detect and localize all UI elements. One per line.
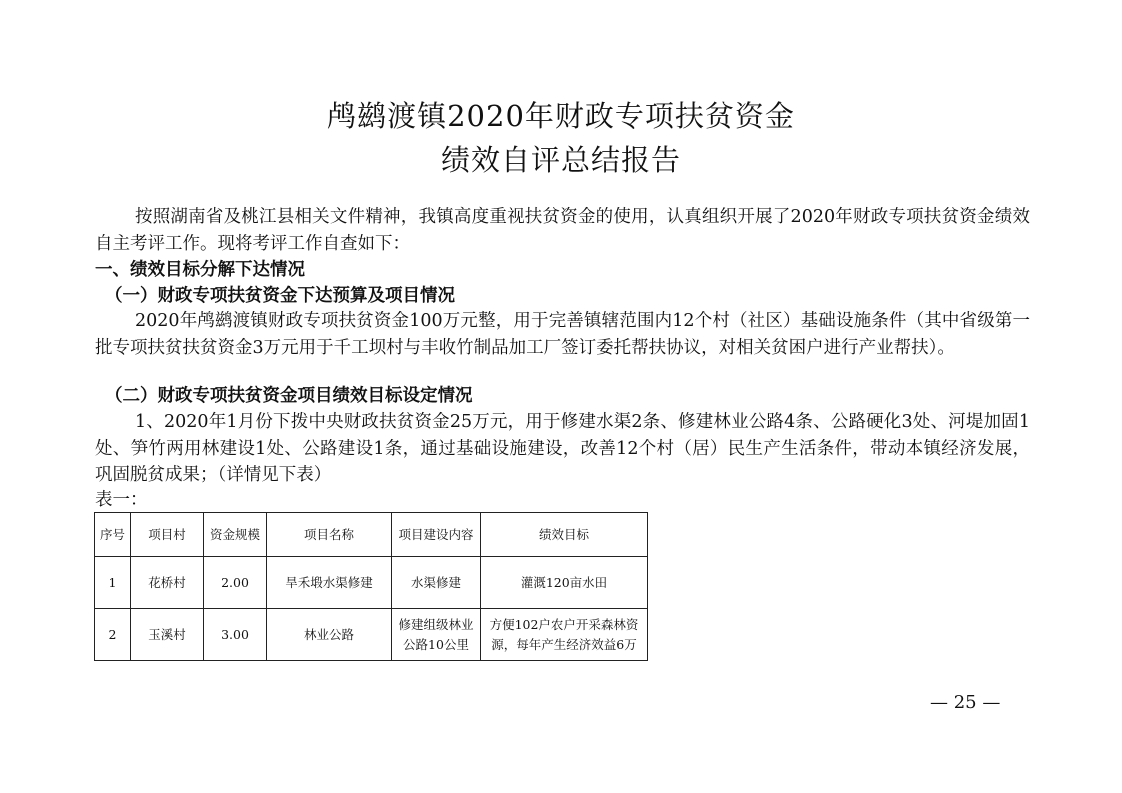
table-cell: 玉溪村 [131, 609, 204, 661]
table-cell: 方便102户农户开采森林资源，每年产生经济效益6万 [481, 609, 648, 661]
subsection1-heading: （一）财政专项扶贫资金下达预算及项目情况 [105, 286, 455, 306]
table-cell: 灌溉120亩水田 [481, 557, 648, 609]
header-cell: 资金规模 [204, 513, 267, 557]
header-cell: 项目村 [131, 513, 204, 557]
table-cell: 1 [95, 557, 131, 609]
table-cell: 2.00 [204, 557, 267, 609]
section1-heading: 一、绩效目标分解下达情况 [95, 260, 305, 280]
table-row [95, 609, 648, 661]
intro-paragraph: 按照湖南省及桃江县相关文件精神，我镇高度重视扶贫资金的使用，认真组织开展了2020年财政专项扶贫资金绩效自主考评工作。现将考评工作自查如下： [95, 207, 1030, 254]
table-cell: 花桥村 [131, 557, 204, 609]
document-title-line2: 绩效自评总结报告 [440, 143, 681, 177]
table-cell: 3.00 [204, 609, 267, 661]
table-row [95, 557, 648, 609]
table-header-row [95, 513, 648, 557]
subsection2-paragraph: 1、2020年1月份下拨中央财政扶贫资金25万元，用于修建水渠2条、修建林业公路4条、公路硬化3处、河堤加固1处、笋竹两用林建设1处、公路建设1条，通过基础设施建设，改善12个村（居）民生产生活条件，带动本镇经济发展，巩固脱贫成果；（详情见下表） [95, 412, 1030, 485]
header-cell: 项目名称 [267, 513, 392, 557]
page-number: — 25 — [930, 692, 1001, 713]
header-cell: 序号 [95, 513, 131, 557]
table-cell: 2 [95, 609, 131, 661]
subsection2-heading: （二）财政专项扶贫资金项目绩效目标设定情况 [105, 386, 473, 406]
table-cell: 旱禾塅水渠修建 [267, 557, 392, 609]
subsection1-paragraph: 2020年鸬鹚渡镇财政专项扶贫资金100万元整，用于完善镇辖范围内12个村（社区）基础设施条件（其中省级第一批专项扶贫扶贫资金3万元用于千工坝村与丰收竹制品加工厂签订委托帮扶协议，对相关贫困户进行产业帮扶）。 [95, 311, 1030, 358]
project-table [94, 512, 648, 661]
table-label: 表一： [95, 490, 148, 510]
document-title-line1: 鸬鹚渡镇2020年财政专项扶贫资金 [327, 99, 795, 133]
table-cell: 修建组级林业公路10公里 [392, 609, 481, 661]
header-cell: 绩效目标 [481, 513, 648, 557]
header-cell: 项目建设内容 [392, 513, 481, 557]
table-cell: 林业公路 [267, 609, 392, 661]
table-cell: 水渠修建 [392, 557, 481, 609]
